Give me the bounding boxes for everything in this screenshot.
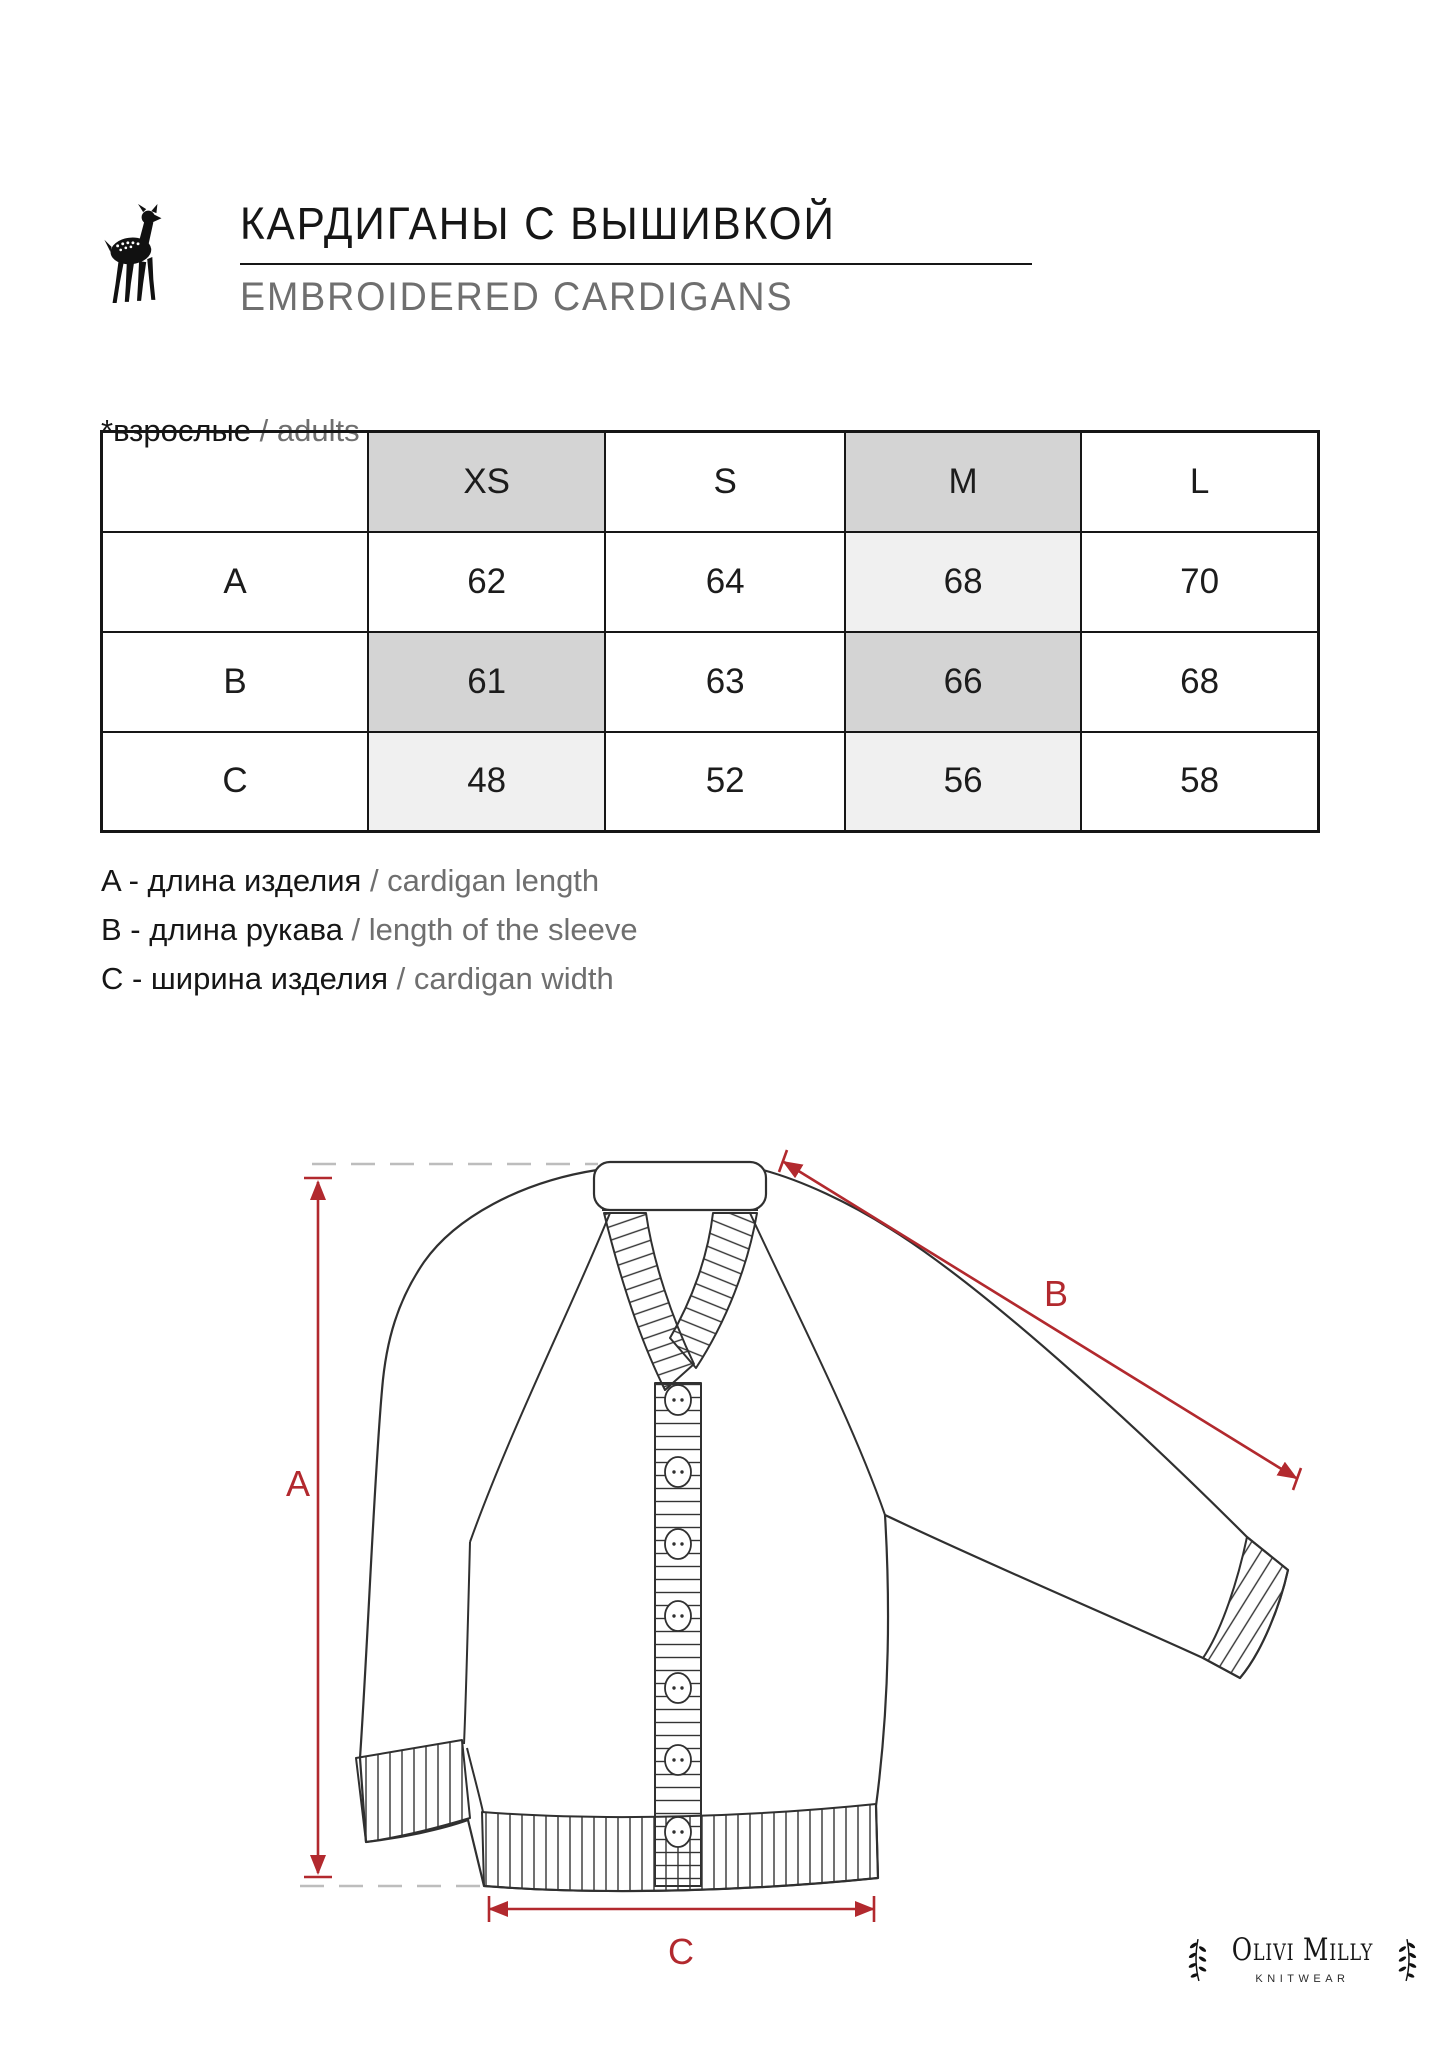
brand-tagline: KNITWEAR <box>1255 1973 1350 1985</box>
size-col-header-l: L <box>1081 432 1318 532</box>
dimension-c <box>489 1896 874 1972</box>
audience-note-en: adults <box>276 413 360 448</box>
cell-c-l: 58 <box>1081 732 1318 832</box>
size-col-header-s: S <box>605 432 845 532</box>
cell-c-m: 56 <box>845 732 1081 832</box>
button <box>665 1385 691 1415</box>
cell-c-xs: 48 <box>368 732 605 832</box>
measurement-legend <box>101 856 638 1003</box>
legend-a-ru: A - длина изделия <box>101 863 362 898</box>
fawn-logo-icon <box>104 204 168 306</box>
cell-c-s: 52 <box>605 732 845 832</box>
legend-line-c <box>101 954 638 1003</box>
legend-a-sep: / <box>361 863 388 898</box>
brand-logo <box>1188 1934 1378 1986</box>
legend-line-b <box>101 905 638 954</box>
row-label-a: A <box>102 532 369 632</box>
brand-name: Olivi Milly <box>1231 1932 1374 1968</box>
button <box>665 1529 691 1559</box>
table-row-b <box>102 632 1319 732</box>
button <box>665 1673 691 1703</box>
legend-b-en: length of the sleeve <box>368 912 638 947</box>
button <box>665 1601 691 1631</box>
header <box>240 198 1080 320</box>
cell-a-m: 68 <box>845 532 1081 632</box>
size-table <box>100 430 1320 833</box>
size-table-corner-cell <box>102 432 369 532</box>
size-table-header-row <box>102 432 1319 532</box>
cell-a-s: 64 <box>605 532 845 632</box>
legend-line-a <box>101 856 638 905</box>
cell-b-s: 63 <box>605 632 845 732</box>
page-title-english: EMBROIDERED CARDIGANS <box>240 275 794 319</box>
page-title-russian: КАРДИГАНЫ С ВЫШИВКОЙ <box>240 198 836 249</box>
cardigan-measurement-diagram <box>0 1080 1448 2000</box>
dimension-a-label: A <box>285 1463 310 1504</box>
cell-b-l: 68 <box>1081 632 1318 732</box>
collar <box>594 1162 766 1210</box>
size-col-header-m: M <box>845 432 1081 532</box>
button <box>665 1745 691 1775</box>
table-row-a <box>102 532 1319 632</box>
audience-note-ru: *взрослые <box>101 413 251 448</box>
table-row-c <box>102 732 1319 832</box>
row-label-b: B <box>102 632 369 732</box>
dimension-c-label: C <box>668 1931 694 1972</box>
laurel-branch-icon <box>1397 1934 1417 1986</box>
button <box>665 1457 691 1487</box>
legend-b-sep: / <box>342 912 369 947</box>
dimension-b-label: B <box>1043 1273 1069 1314</box>
legend-a-en: cardigan length <box>387 863 600 898</box>
audience-note-sep: / <box>251 413 277 448</box>
cardigan-outline <box>360 1170 1288 1891</box>
brand-logo-text <box>1214 1932 1391 1985</box>
legend-c-en: cardigan width <box>413 961 614 996</box>
left-cuff-ribbing <box>356 1740 470 1842</box>
legend-b-ru: B - длина рукава <box>101 912 343 947</box>
legend-c-ru: C - ширина изделия <box>101 961 388 996</box>
cell-a-l: 70 <box>1081 532 1318 632</box>
title-divider <box>240 263 1032 265</box>
size-col-header-xs: XS <box>368 432 605 532</box>
legend-c-sep: / <box>388 961 414 996</box>
laurel-branch-icon <box>1188 1934 1208 1986</box>
row-label-c: C <box>102 732 369 832</box>
cell-a-xs: 62 <box>368 532 605 632</box>
cell-b-xs: 61 <box>368 632 605 732</box>
cell-b-m: 66 <box>845 632 1081 732</box>
button <box>665 1817 691 1847</box>
